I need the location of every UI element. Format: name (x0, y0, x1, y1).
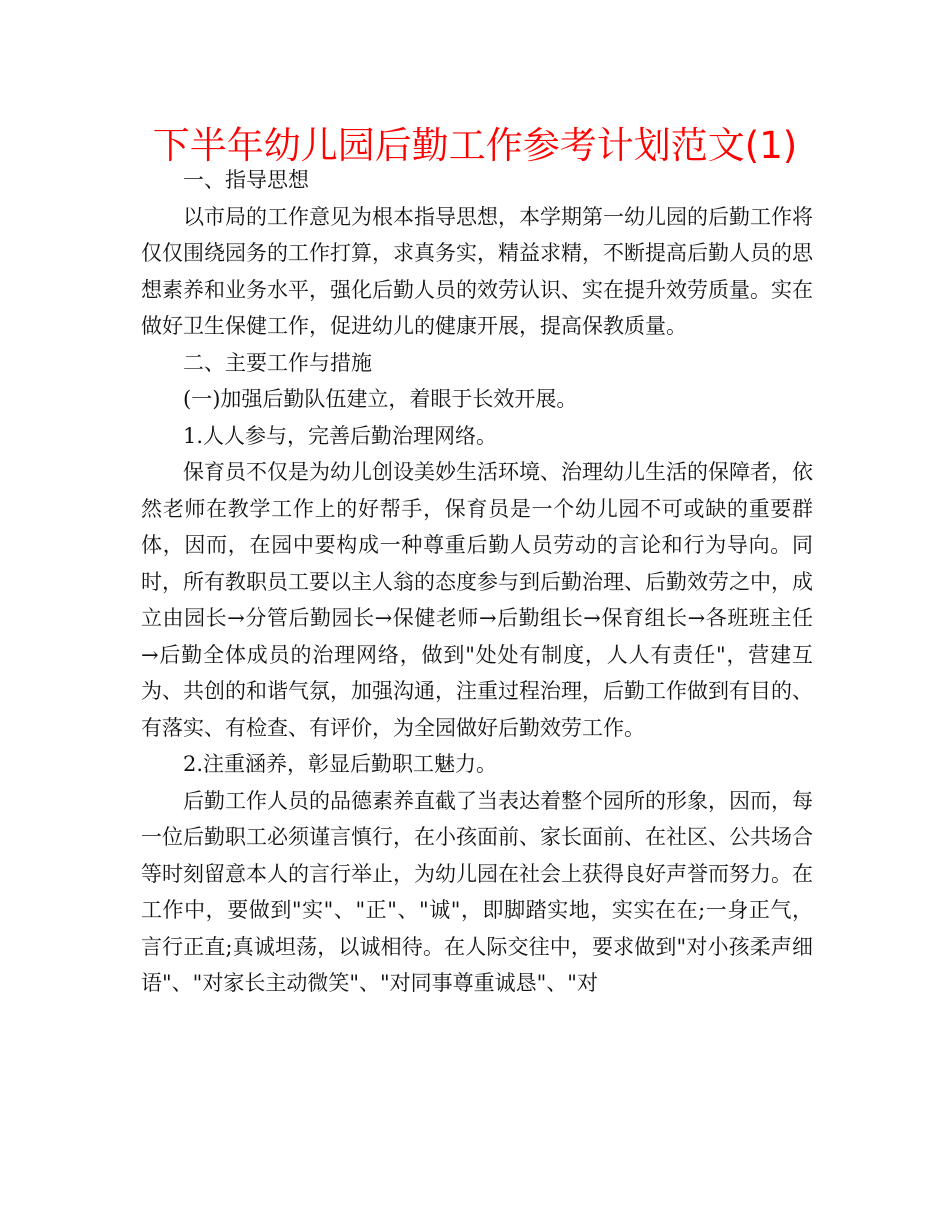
document-body (141, 162, 813, 1002)
section-heading-main-work: 二、主要工作与措施 (183, 350, 372, 375)
item-heading-staff-cultivation: 2.注重涵养，彰显后勤职工魅力。 (183, 752, 498, 776)
item-heading-management-network: 1.人人参与，完善后勤治理网络。 (183, 423, 498, 448)
paragraph-guiding-ideology: 以市局的工作意见为根本指导思想，本学期第一幼儿园的后勤工作将仅仅围绕园务的工作打算，求真务实，精益求精，不断提高后勤人员的思想素养和业务水平，强化后勤人员的效劳认识、实在提升效劳质量。实在做好卫生保健工作，促进幼儿的健康开展，提高保教质量。 (141, 204, 813, 338)
paragraph-management-network: 保育员不仅是为幼儿创设美妙生活环境、治理幼儿生活的保障者，依然老师在教学工作上的好帮手，保育员是一个幼儿园不可或缺的重要群体，因而，在园中要构成一种尊重后勤人员劳动的言论和行为导向。同时，所有教职员工要以主人翁的态度参与到后勤治理、后勤效劳之中，成立由园长→分管后勤园长→保健老师→后勤组长→保育组长→各班班主任→后勤全体成员的治理网络，做到"处处有制度，人人有责任"，营建互为、共创的和谐气氛，加强沟通，注重过程治理，后勤工作做到有目的、有落实、有检查、有评价，为全园做好后勤效劳工作。 (141, 460, 813, 740)
paragraph-staff-cultivation: 后勤工作人员的品德素养直截了当表达着整个园所的形象，因而，每一位后勤职工必须谨言慎行，在小孩面前、家长面前、在社区、公共场合等时刻留意本人的言行举止，为幼儿园在社会上获得良好声誉而努力。在工作中，要做到"实"、"正"、"诚"，即脚踏实地，实实在在;一身正气，言行正直;真诚坦荡，以诚相待。在人际交往中，要求做到"对小孩柔声细语"、"对家长主动微笑"、"对同事尊重诚恳"、"对 (141, 788, 813, 995)
document-title: 下半年幼儿园后勤工作参考计划范文(1) (152, 124, 798, 167)
section-heading-guiding-ideology: 一、指导思想 (183, 168, 309, 192)
subsection-heading-team-building: (一)加强后勤队伍建立，着眼于长效开展。 (183, 387, 578, 411)
